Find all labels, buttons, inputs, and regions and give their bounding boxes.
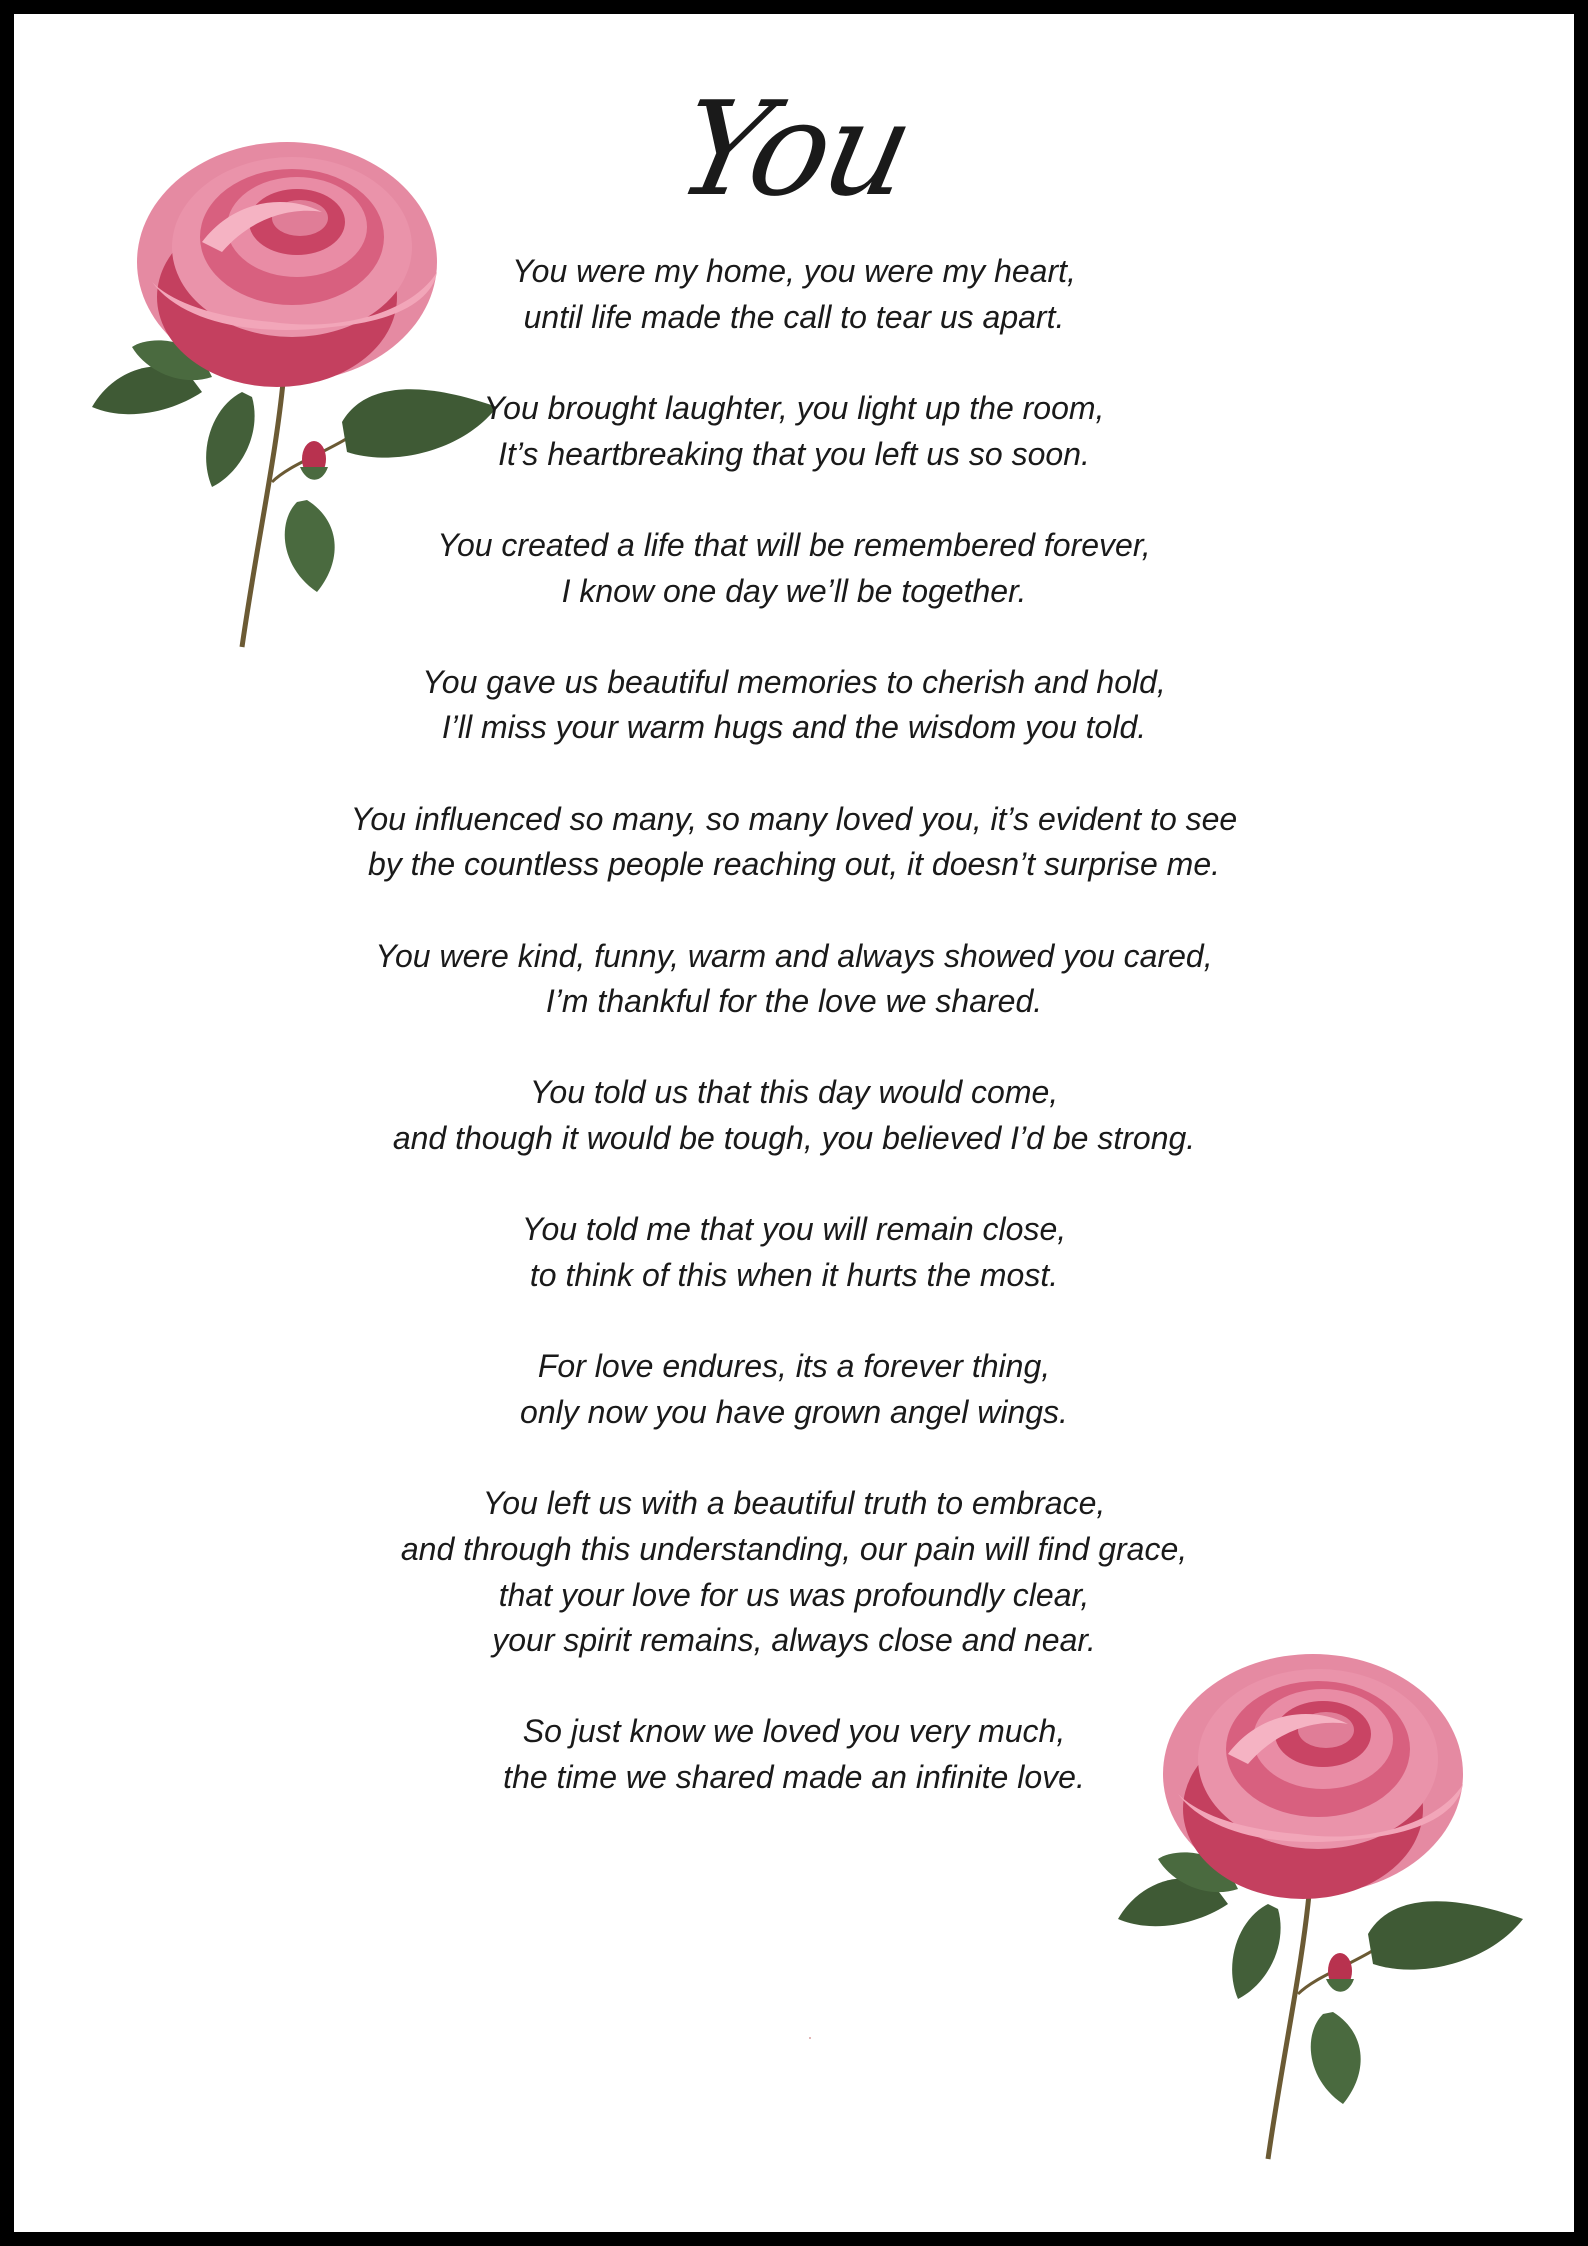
poem-line: to think of this when it hurts the most. [529, 1257, 1059, 1294]
poem-line: your spirit remains, always close and near. [492, 1622, 1096, 1659]
poem-line: by the countless people reaching out, it doesn’t surprise me. [367, 846, 1221, 883]
poem-body [14, 249, 1574, 1846]
poem-line: You influenced so many, so many loved you, it’s evident to see [350, 800, 1238, 837]
poem-line: You brought laughter, you light up the room, [483, 389, 1105, 426]
stanza [14, 523, 1574, 614]
poem-line: that your love for us was profoundly clear, [498, 1576, 1090, 1613]
poem-line: I know one day we’ll be together. [561, 572, 1027, 609]
rose-icon [1118, 1634, 1528, 2164]
speck [809, 2037, 811, 2039]
poem-line: I’m thankful for the love we shared. [545, 983, 1043, 1020]
poem-line: and though it would be tough, you believed I’d be strong. [392, 1120, 1196, 1157]
stanza [14, 797, 1574, 888]
poem-line: You were kind, funny, warm and always showed you cared, [375, 937, 1213, 974]
poem-line: You were my home, you were my heart, [512, 253, 1076, 289]
stanza [14, 1207, 1574, 1298]
poem-line: You gave us beautiful memories to cherish and hold, [422, 663, 1166, 700]
poem-page [14, 14, 1574, 2232]
poem-line: You created a life that will be remembered forever, [437, 526, 1151, 563]
poem-title: You [665, 73, 923, 225]
poem-line: and through this understanding, our pain will find grace, [400, 1530, 1188, 1567]
poem-line: until life made the call to tear us apart. [523, 298, 1065, 335]
poem-line: the time we shared made an infinite love. [503, 1759, 1085, 1796]
stanza [14, 249, 1574, 340]
poem-line: only now you have grown angel wings. [520, 1393, 1068, 1430]
stanza [14, 1070, 1574, 1161]
poem-line: You told me that you will remain close, [521, 1211, 1067, 1248]
poem-line: You left us with a beautiful truth to embrace, [482, 1485, 1106, 1522]
stanza [14, 934, 1574, 1025]
poem-line: It’s heartbreaking that you left us so soon. [498, 435, 1090, 472]
poem-line: For love endures, its a forever thing, [537, 1348, 1051, 1385]
stanza [14, 660, 1574, 751]
poem-line: So just know we loved you very much, [522, 1713, 1066, 1750]
stanza [14, 386, 1574, 477]
poem-line: I’ll miss your warm hugs and the wisdom you told. [441, 709, 1147, 746]
stanza [14, 1344, 1574, 1435]
poem-line: You told us that this day would come, [529, 1074, 1059, 1111]
